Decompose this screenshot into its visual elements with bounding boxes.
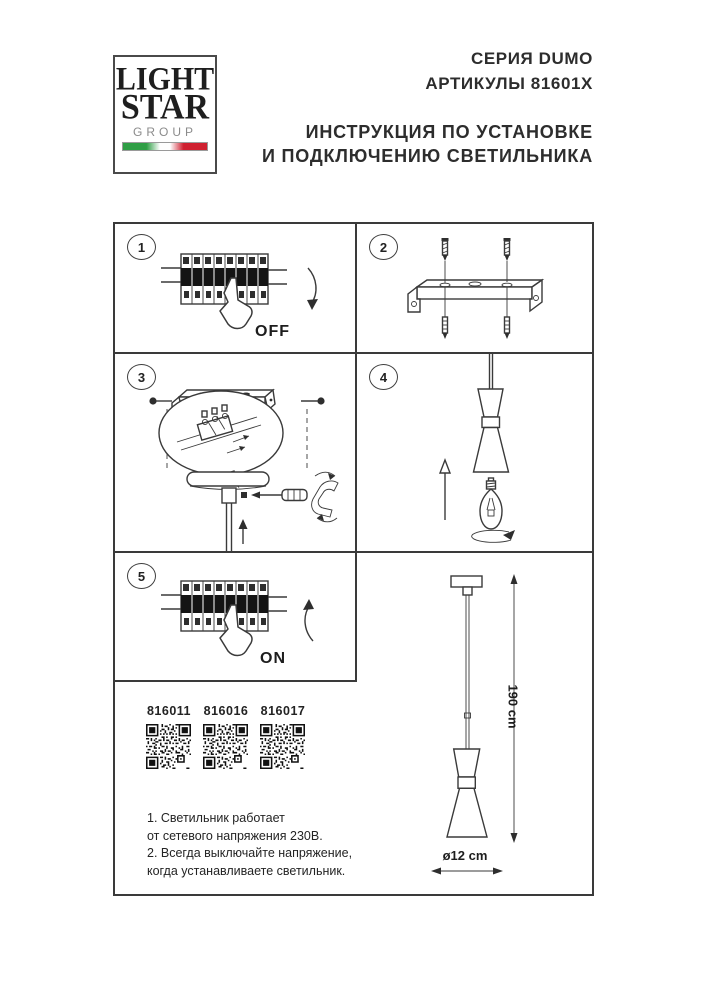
safety-notes — [147, 810, 352, 880]
up-arrow-icon — [440, 460, 450, 520]
qr-notes-section — [115, 682, 355, 894]
pendant-lamp-drawing — [357, 553, 592, 894]
note-line-2: от сетевого напряжения 230В. — [147, 828, 323, 843]
instruction-title-line1: ИНСТРУКЦИЯ ПО УСТАНОВКЕ — [305, 122, 593, 142]
series-title: СЕРИЯ DUMO — [470, 49, 593, 68]
note-line-4: когда устанавливаете светильник. — [147, 863, 346, 878]
lamp-dimensions-panel — [357, 553, 592, 894]
step1-panel — [115, 224, 355, 352]
logo-word-star: STAR — [120, 88, 210, 127]
lightstar-logo — [113, 55, 217, 174]
qr-code-label-2: 816016 — [203, 704, 249, 718]
qr-code-label-3: 816017 — [260, 704, 306, 718]
header-series-block — [425, 46, 593, 96]
side-screw-left-icon — [149, 397, 172, 404]
note-line-1: 1. Светильник работает — [147, 811, 285, 825]
logo-word-light: LIGHT — [115, 61, 215, 98]
side-screw-right-icon — [301, 397, 325, 404]
step5-number: 5 — [127, 563, 156, 589]
step2-number: 2 — [369, 234, 398, 260]
step4-number: 4 — [369, 364, 398, 390]
logo-word-group: GROUP — [132, 125, 197, 139]
step1-number: 1 — [127, 234, 156, 260]
height-dimension-label: 190 cm — [505, 684, 521, 729]
mounting-bracket-icon — [408, 280, 542, 312]
off-label: OFF — [255, 323, 290, 340]
on-label: ON — [260, 650, 286, 667]
pendant-lamp-icon — [447, 576, 487, 837]
screw-top-left-icon — [442, 238, 449, 283]
circuit-breaker-icon — [161, 254, 287, 304]
instruction-title-line2: И ПОДКЛЮЧЕНИЮ СВЕТИЛЬНИКА — [262, 146, 593, 166]
step4-panel — [357, 354, 592, 551]
screwdriver-icon — [251, 490, 307, 501]
articles-title: АРТИКУЛЫ 81601X — [425, 74, 593, 93]
up-curved-arrow-icon — [303, 599, 314, 641]
qr-code-label-1: 816011 — [146, 704, 192, 718]
qr-code-3 — [260, 724, 305, 769]
light-bulb-icon — [480, 478, 502, 529]
step2-panel — [357, 224, 592, 352]
turning-hand-icon — [312, 472, 338, 522]
pendant-shade-icon — [474, 354, 509, 472]
instruction-title — [262, 120, 593, 168]
italian-flag-bar — [122, 142, 208, 151]
note-line-3: 2. Всегда выключайте напряжение, — [147, 846, 353, 860]
qr-code-2 — [203, 724, 248, 769]
diameter-dimension-arrow — [431, 868, 503, 875]
canopy-icon — [187, 472, 269, 490]
step3-number: 3 — [127, 364, 156, 390]
up-arrow-icon — [239, 519, 248, 544]
screw-top-right-icon — [504, 238, 511, 282]
rotate-arrow-icon — [472, 530, 515, 542]
down-arrow-icon — [307, 268, 318, 310]
step5-panel — [115, 553, 355, 680]
qr-code-1 — [146, 724, 191, 769]
instruction-grid — [113, 222, 594, 896]
diameter-dimension-label: ø12 cm — [442, 848, 488, 863]
circuit-breaker-icon — [161, 581, 287, 631]
step3-panel — [115, 354, 355, 551]
